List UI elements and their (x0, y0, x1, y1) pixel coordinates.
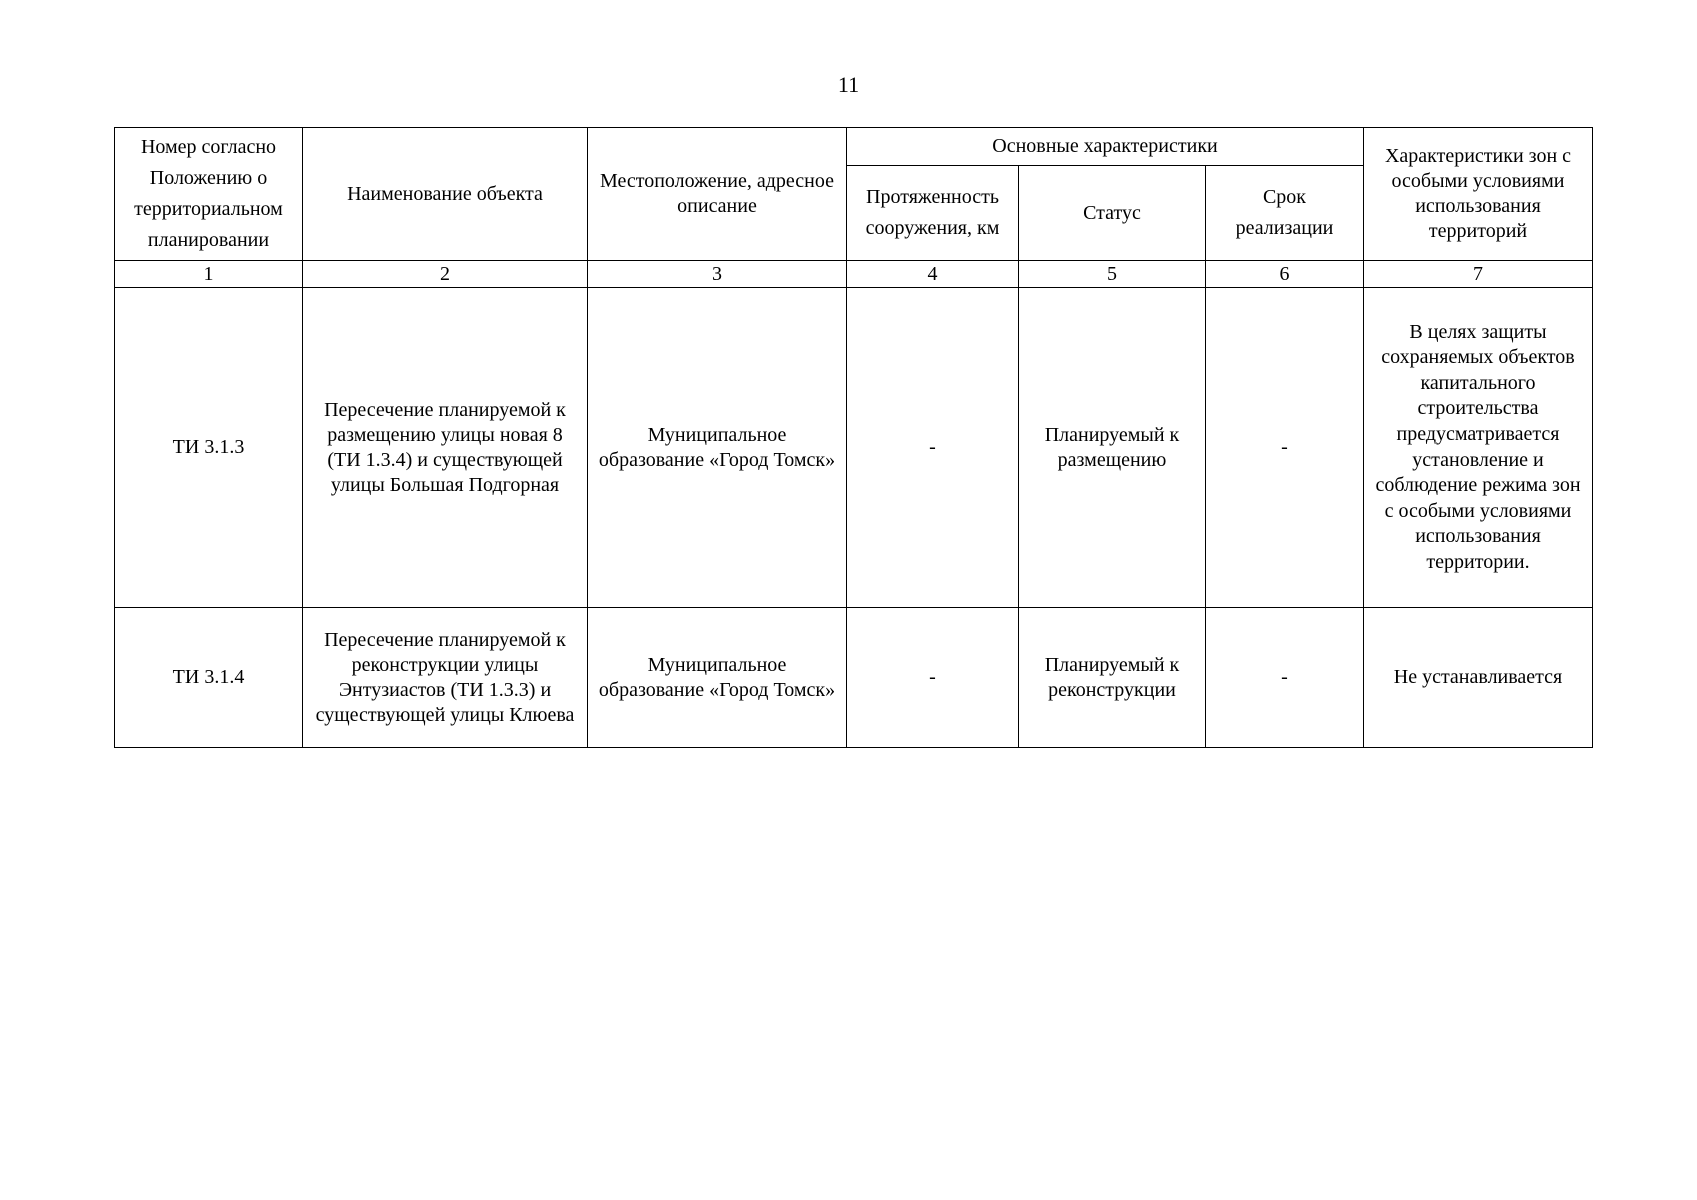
object-zones: В целях защиты сохраняемых объектов капитального строительства предусматривается установление и соблюдение режима зон с особыми условиями использования территории. (1364, 288, 1593, 608)
object-code: ТИ 3.1.4 (115, 608, 303, 748)
header-row-top (115, 128, 1593, 166)
header-length: Протяженность сооружения, км (847, 166, 1019, 261)
planning-objects-table (114, 127, 1593, 748)
column-number: 7 (1364, 261, 1593, 288)
header-term: Срок реализации (1206, 166, 1364, 261)
column-number: 1 (115, 261, 303, 288)
object-zones: Не устанавливается (1364, 608, 1593, 748)
table-row (115, 288, 1593, 608)
object-name: Пересечение планируемой к реконструкции улицы Энтузиастов (ТИ 1.3.3) и существующей улицы Клюева (303, 608, 588, 748)
column-number: 5 (1019, 261, 1206, 288)
header-location: Местоположение, адресное описание (588, 128, 847, 261)
object-length: - (847, 608, 1019, 748)
column-number: 2 (303, 261, 588, 288)
object-location: Муниципальное образование «Город Томск» (588, 608, 847, 748)
column-number: 4 (847, 261, 1019, 288)
header-number: Номер согласно Положению о территориальном планировании (115, 128, 303, 261)
page-number: 11 (837, 72, 860, 97)
table-row (115, 608, 1593, 748)
header-name: Наименование объекта (303, 128, 588, 261)
object-status: Планируемый к реконструкции (1019, 608, 1206, 748)
column-number-row (115, 261, 1593, 288)
object-term: - (1206, 288, 1364, 608)
object-term: - (1206, 608, 1364, 748)
column-number: 3 (588, 261, 847, 288)
object-location: Муниципальное образование «Город Томск» (588, 288, 847, 608)
header-main-characteristics: Основные характеристики (847, 128, 1364, 166)
header-zones: Характеристики зон с особыми условиями использования территорий (1364, 128, 1593, 261)
object-code: ТИ 3.1.3 (115, 288, 303, 608)
object-status: Планируемый к размещению (1019, 288, 1206, 608)
header-status: Статус (1019, 166, 1206, 261)
column-number: 6 (1206, 261, 1364, 288)
object-name: Пересечение планируемой к размещению улицы новая 8 (ТИ 1.3.4) и существующей улицы Большая Подгорная (303, 288, 588, 608)
object-length: - (847, 288, 1019, 608)
